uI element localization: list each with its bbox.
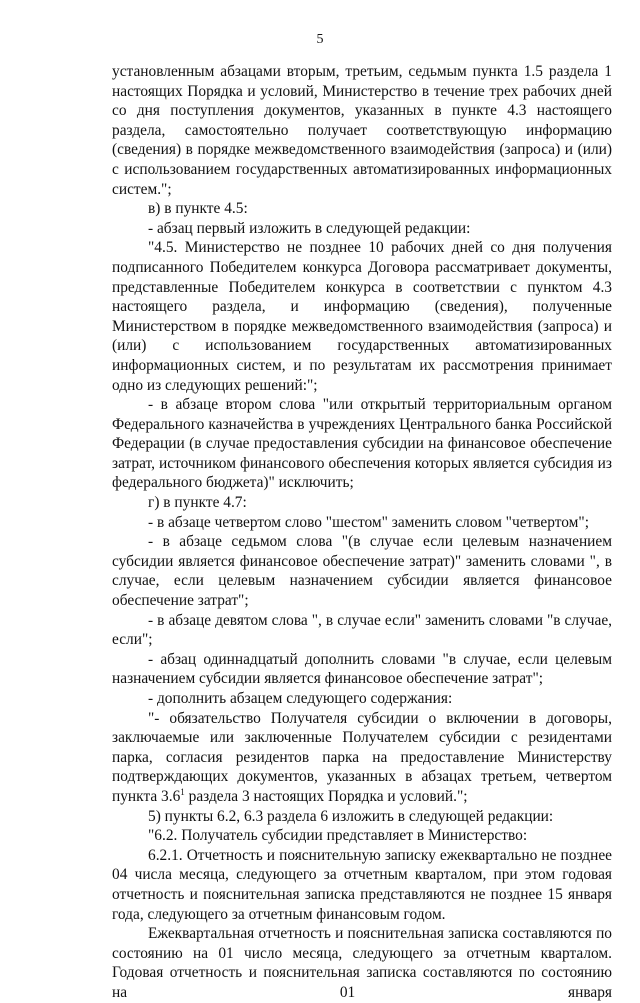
paragraph-text: г) в пункте 4.7: [148, 494, 247, 512]
paragraph [112, 709, 612, 807]
paragraph-text: "6.2. Получатель субсидии представляет в Министерство: [148, 827, 528, 845]
paragraph [112, 807, 612, 827]
paragraph-text-continued: раздела 3 настоящих Порядка и условий."; [184, 787, 468, 805]
document-body [112, 62, 612, 1003]
paragraph [112, 62, 612, 199]
paragraph-text: - дополнить абзацем следующего содержания: [148, 690, 453, 707]
paragraph-text: 6.2.1. Отчетность и пояснительную записку ежеквартально не позднее 04 числа месяца, следующего за отчетным кварталом, при этом годовая отчетность и пояснительная записка представляются не позднее 15 января года, следующего за отчетным финансовым годом. [112, 846, 612, 923]
paragraph-text: 5) пункты 6.2, 6.3 раздела 6 изложить в следующей редакции: [148, 807, 554, 825]
paragraph [112, 846, 612, 924]
paragraph [112, 493, 612, 513]
paragraph [112, 650, 612, 689]
paragraph [112, 199, 612, 219]
paragraph-text: "- обязательство Получателя субсидии о включении в договоры, заключаемые или заключенные Получателем субсидии с резидентами парка, согласия резидентов парка на предоставление Министерству подтверждающих документов, указанных в абзацах третьем, четвертом пункта 3.6 [112, 709, 612, 805]
paragraph-text: "4.5. Министерство не позднее 10 рабочих дней со дня получения подписанного Победителем конкурса Договора рассматривает документы, представленные Победителем конкурса в соответствии с пунктом 4.3 настоящего раздела, и информацию (сведения), полученные Министерством в порядке межведомственного взаимодействия (запроса) и (или) с использованием государственных автоматизированных информационных систем, и по результатам их рассмотрения принимает одно из следующих решений:"; [112, 239, 612, 394]
paragraph-text: Ежеквартальная отчетность и пояснительная записка составляются по состоянию на 01 число месяца, следующего за отчетным кварталом. Годовая отчетность и пояснительная записка составляются по состоянию на 01 января [112, 925, 612, 1001]
paragraph-text: - абзац одиннадцатый дополнить словами "в случае, если целевым назначением субсидии является финансовое обеспечение затрат"; [112, 650, 612, 688]
paragraph-text: в) в пункте 4.5: [148, 200, 248, 218]
paragraph [112, 238, 612, 395]
paragraph-text: установленным абзацами вторым, третьим, седьмым пункта 1.5 раздела 1 настоящих Порядка и условий, Министерство в течение трех рабочих дней со дня поступления документов, указанных в пункте 4.3 настоящего раздела, самостоятельно получает соответствующую информацию (сведения) в порядке межведомственного взаимодействия (запроса) и (или) с использованием государственных автоматизированных информационных систем."; [112, 63, 612, 198]
paragraph-text: - абзац первый изложить в следующей редакции: [148, 219, 471, 237]
paragraph [112, 219, 612, 239]
paragraph-text: - в абзаце девятом слова ", в случае если" заменить словами "в случае, если"; [112, 611, 612, 649]
page-number: 5 [316, 32, 324, 47]
paragraph-text: - в абзаце седьмом слова "(в случае если целевым назначением субсидии является финансовое обеспечение затрат)" заменить словами ", в случае, если целевым назначением субсидии является финансовое обеспечение затрат"; [112, 533, 612, 610]
paragraph [112, 611, 612, 650]
paragraph [112, 513, 612, 533]
paragraph-text: - в абзаце четвертом слово "шестом" заменить словом "четвертом"; [148, 513, 589, 531]
paragraph [112, 532, 612, 610]
paragraph-text: - в абзаце втором слова "или открытый территориальным органом Федерального казначейства в учреждениях Центрального банка Российской Федерации (в случае предоставления субсидии на финансовое обеспечение затрат, источником финансового обеспечения которых является субсидия из федерального бюджета)" исключить; [112, 396, 612, 492]
superscript: 1 [180, 786, 185, 797]
paragraph [112, 924, 612, 1002]
paragraph [112, 689, 612, 709]
paragraph [112, 395, 612, 493]
paragraph [112, 826, 612, 846]
